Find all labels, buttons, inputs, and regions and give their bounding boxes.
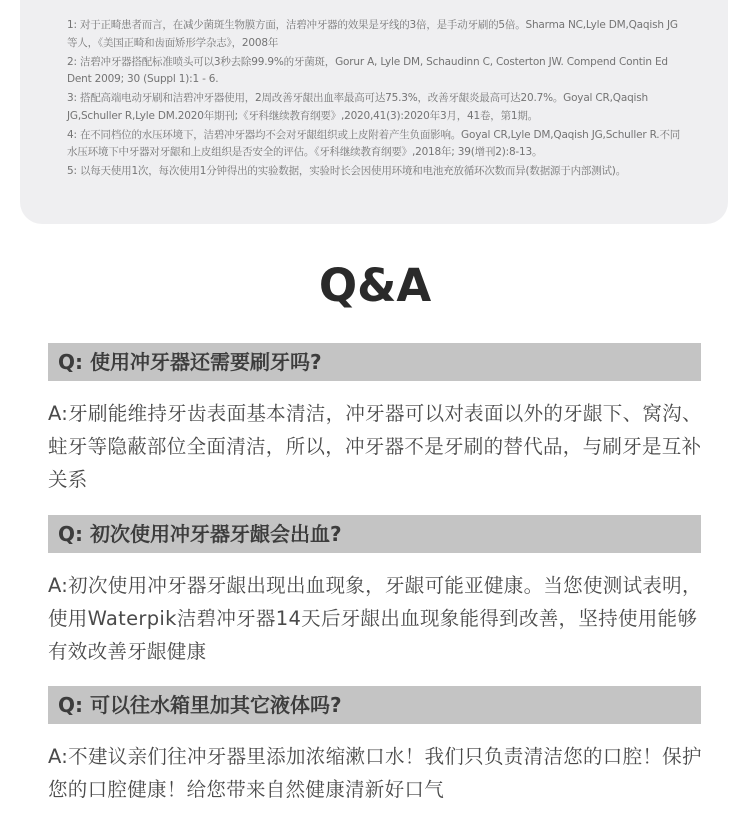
answer-1: A:牙刷能维持牙齿表面基本清洁，冲牙器可以对表面以外的牙龈下、窝沟、蛀牙等隐蔽部位全面清洁，所以，冲牙器不是牙刷的替代品，与刷牙是互补关系 bbox=[48, 402, 702, 491]
reference-5: 5: 以每天使用1次，每次使用1分钟得出的实验数据，实验时长会因使用环境和电池充放循环次数而异(数据源于内部测试)。 bbox=[67, 165, 627, 177]
answer-3: A:不建议亲们往冲牙器里添加浓缩漱口水！我们只负责清洁您的口腔！保护您的口腔健康！给您带来自然健康清新好口气 bbox=[48, 745, 702, 801]
reference-2: 2: 洁碧冲牙器搭配标准喷头可以3秒去除99.9%的牙菌斑，Gorur A, Lyle DM, Schaudinn C, Costerton JW. Compend Contin Ed Dent 2009; 30 (Suppl 1):1 - 6. bbox=[67, 55, 668, 85]
qa-title: Q&A bbox=[318, 259, 432, 312]
reference-4: 4: 在不同档位的水压环境下，洁碧冲牙器均不会对牙龈组织或上皮附着产生负面影响。Goyal CR,Lyle DM,Qaqish JG,Schuller R.不同水压环境下中牙器对牙龈和上皮组织是否安全的评估。《牙科继续教育纲要》,2018年; 39(增刊2):8-13。 bbox=[67, 128, 681, 158]
question-2: Q: 初次使用冲牙器牙龈会出血? bbox=[48, 515, 701, 553]
question-1: Q: 使用冲牙器还需要刷牙吗? bbox=[48, 343, 701, 381]
reference-3: 3: 搭配高端电动牙刷和洁碧冲牙器使用，2周改善牙龈出血率最高可达75.3%，改善牙龈炎最高可达20.7%。Goyal CR,Qaqish JG,Schuller R,Lyle DM.2020年期刊;《牙科继续教育纲要》,2020,41(3):2020年3月，41卷，第1期。 bbox=[67, 92, 648, 122]
question-3: Q: 可以往水箱里加其它液体吗? bbox=[48, 686, 701, 724]
answer-2: A:初次使用冲牙器牙龈出现出血现象，牙龈可能亚健康。当您使测试表明，使用Waterpik洁碧冲牙器14天后牙龈出血现象能得到改善，坚持使用能够有效改善牙龈健康 bbox=[48, 574, 702, 663]
reference-1: 1: 对于正畸患者而言，在减少菌斑生物膜方面，洁碧冲牙器的效果是牙线的3倍，是手动牙刷的5倍。Sharma NC,Lyle DM,Qaqish JG等人，《美国正畸和齿面矫形学杂志》，2008年 bbox=[67, 19, 678, 49]
references-panel bbox=[20, 0, 728, 224]
